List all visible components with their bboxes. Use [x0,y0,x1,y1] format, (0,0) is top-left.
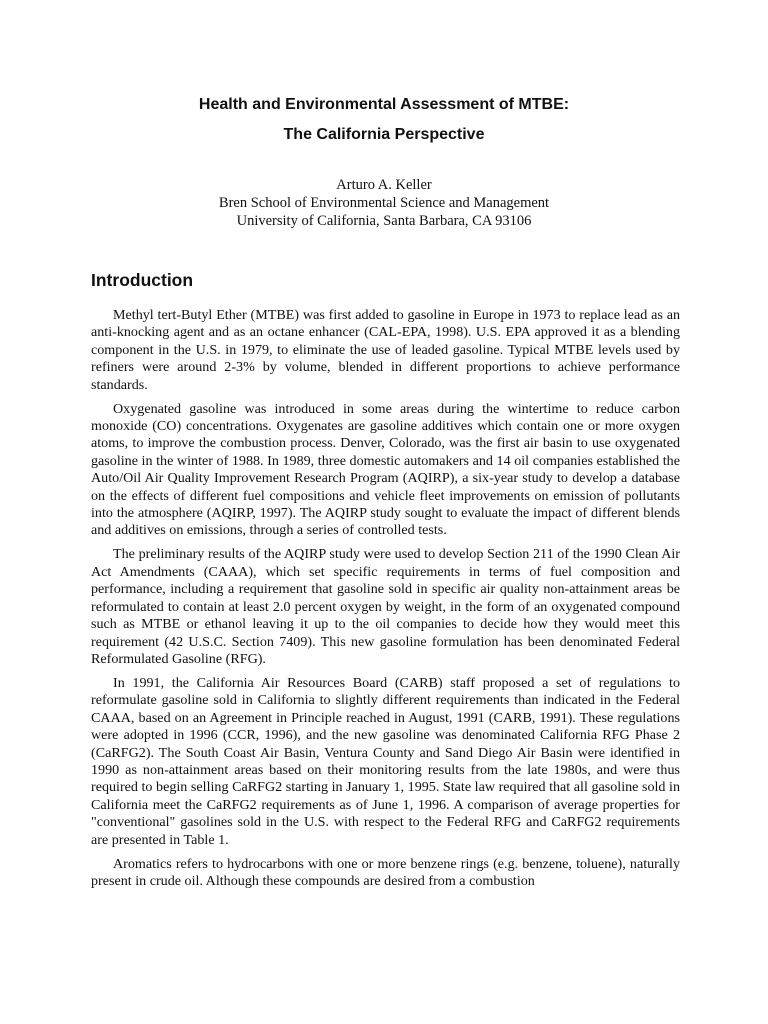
paragraph-1: Methyl tert-Butyl Ether (MTBE) was first added to gasoline in Europe in 1973 to replace lead as an anti-knocking agent and as an octane enhancer (CAL-EPA, 1998). U.S. EPA approved it as a blending component in the U.S. in 1979, to eliminate the use of leaded gasoline. Typical MTBE levels used by refiners were around 2-3% by volume, blended in different proportions to achieve performance standards. [91,307,680,393]
affiliation-line-2: University of California, Santa Barbara, CA 93106 [236,213,532,229]
affiliation-line-1: Bren School of Environmental Science and Management [218,195,550,211]
paragraph-4: In 1991, the California Air Resources Board (CARB) staff proposed a set of regulations to reformulate gasoline sold in California to slightly different requirements than indicated in the Federal CAAA, based on an Agreement in Principle reached in August, 1991 (CARB, 1991). These regulations were adopted in 1996 (CCR, 1996), and the new gasoline was denominated California RFG Phase 2 (CaRFG2). The South Coast Air Basin, Ventura County and Sand Diego Air Basin were identified in 1990 as non-attainment areas based on their monitoring results from the late 1980s, and were thus required to begin selling CaRFG2 starting in January 1, 1995. State law required that all gasoline sold in California meet the CaRFG2 requirements as of June 1, 1996. A comparison of average properties for "conventional" gasolines sold in the U.S. with respect to the Federal RFG and CaRFG2 requirements are presented in Table 1. [91,674,680,848]
paper-title-line-1: Health and Environmental Assessment of MTBE: [198,96,570,113]
author-block [0,176,768,230]
author-name: Arturo A. Keller [336,177,432,193]
body-text [91,307,680,897]
paragraph-2: Oxygenated gasoline was introduced in some areas during the wintertime to reduce carbon monoxide (CO) concentrations. Oxygenates are gasoline additives which contain one or more oxygen atoms, to improve the combustion process. Denver, Colorado, was the first air basin to use oxygenated gasoline in the winter of 1988. In 1989, three domestic automakers and 14 oil companies established the Auto/Oil Air Quality Improvement Research Program (AQIRP), a six-year study to develop a database on the effects of different fuel compositions and vehicle fleet improvements on emission of pollutants into the atmosphere (AQIRP, 1997). The AQIRP study sought to evaluate the impact of different blends and additives on emissions, through a series of controlled tests. [91,400,680,539]
paragraph-5: Aromatics refers to hydrocarbons with one or more benzene rings (e.g. benzene, toluene), naturally present in crude oil. Although these compounds are desired from a combustion [91,855,680,889]
paragraph-3: The preliminary results of the AQIRP study were used to develop Section 211 of the 1990 Clean Air Act Amendments (CAAA), which set specific requirements in terms of fuel composition and performance, including a requirement that gasoline sold in specific air quality non-attainment areas be reformulated to contain at least 2.0 percent oxygen by weight, in the form of an oxygenated compound such as MTBE or ethanol leaving it up to the oil companies to decide how they would meet this requirement (42 U.S.C. Section 7409). This new gasoline formulation has been denominated Federal Reformulated Gasoline (RFG). [91,546,680,667]
section-heading: Introduction [91,270,194,290]
paper-title-line-2: The California Perspective [283,126,485,143]
